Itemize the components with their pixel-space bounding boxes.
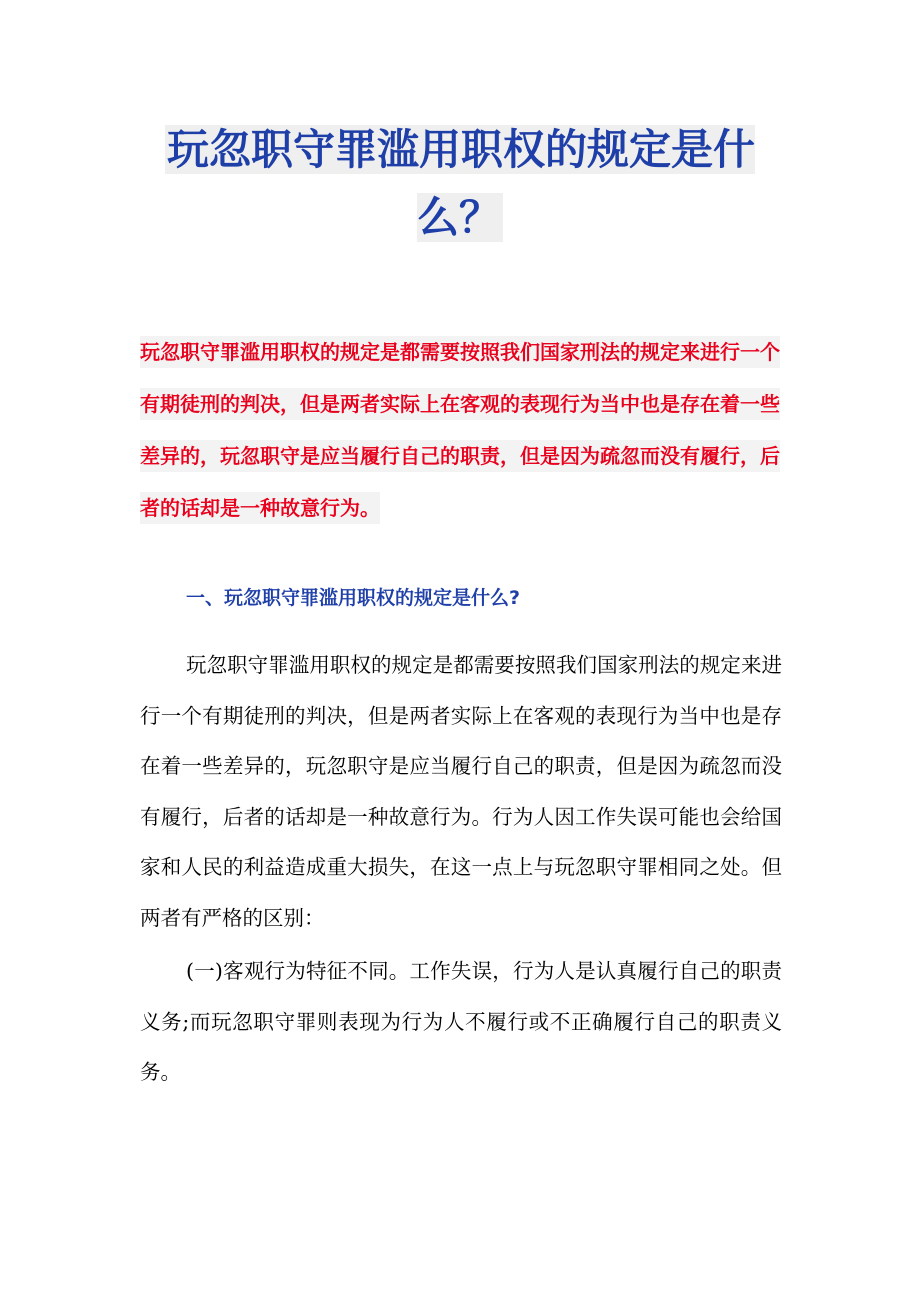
page-title-text: 玩忽职守罪滥用职权的规定是什么？ (166, 125, 755, 242)
section-heading: 一、玩忽职守罪滥用职权的规定是什么? (186, 587, 521, 609)
page-title (140, 116, 780, 252)
summary-text: 玩忽职守罪滥用职权的规定是都需要按照我们国家刑法的规定来进行一个有期徒刑的判决，但是两者实际上在客观的表现行为当中也是存在着一些差异的，玩忽职守是应当履行自己的职责，但是因为疏忽而没有履行，后者的话却是一种故意行为。 (140, 336, 780, 524)
summary-paragraph (140, 326, 782, 534)
body-paragraph-2: (一)客观行为特征不同。工作失误，行为人是认真履行自己的职责义务;而玩忽职守罪则表现为行为人不履行或不正确履行自己的职责义务。 (140, 959, 782, 1084)
body-paragraph-1: 玩忽职守罪滥用职权的规定是都需要按照我们国家刑法的规定来进行一个有期徒刑的判决，但是两者实际上在客观的表现行为当中也是存在着一些差异的，玩忽职守是应当履行自己的职责，但是因为疏忽而没有履行，后者的话却是一种故意行为。行为人因工作失误可能也会给国家和人民的利益造成重大损失，在这一点上与玩忽职守罪相同之处。但两者有严格的区别： (140, 653, 782, 930)
